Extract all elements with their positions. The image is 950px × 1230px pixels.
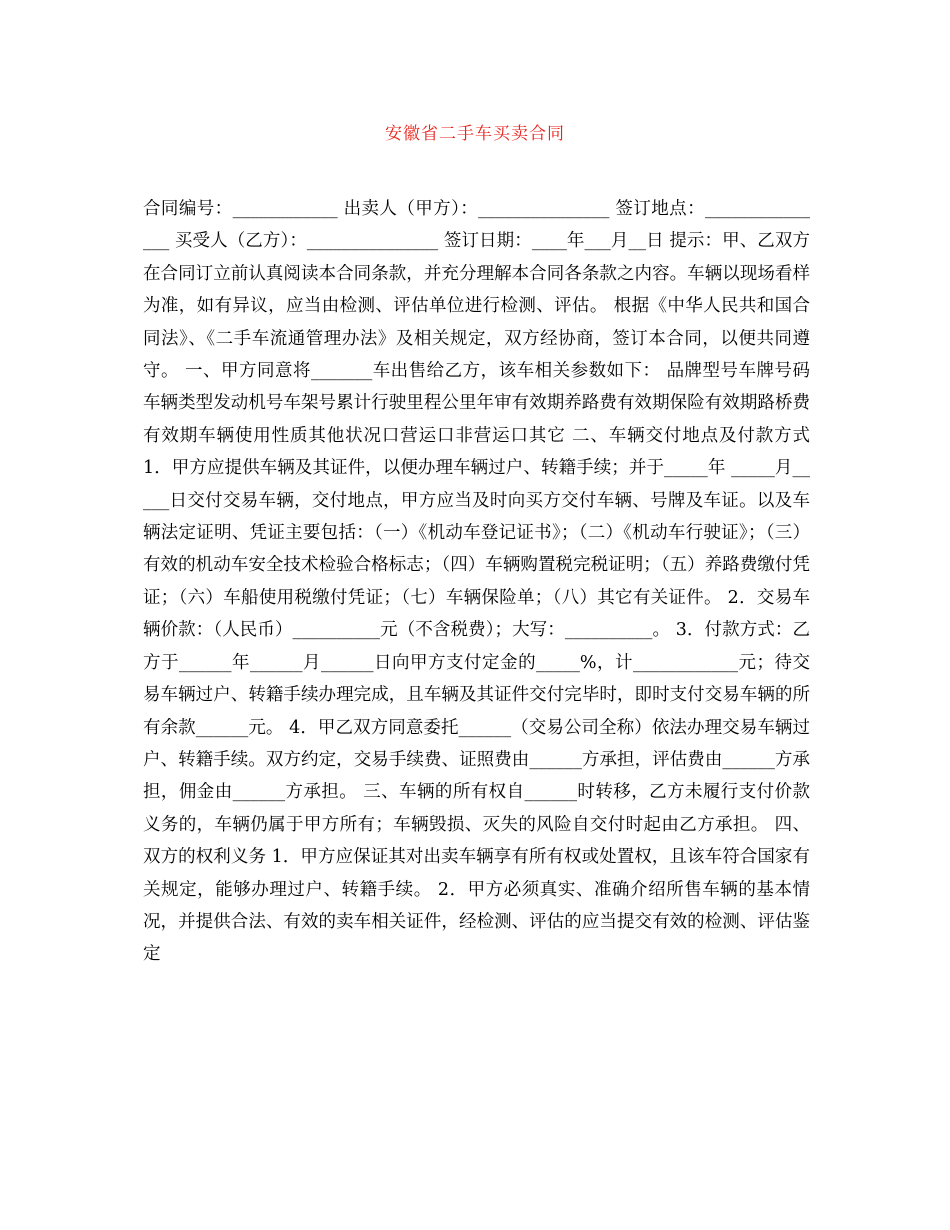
document-body: 合同编号：____________ 出卖人（甲方）：_______________ 签订地点：_______________ 买受人（乙方）：_______________ 签订日期：____年___月__日 提示：甲、乙双方在合同订立前认真阅读本合同条款，并充分理解本合同各条款之内容。车辆以现场看样为准，如有异议，应当由检测、评估单位进行检测、评估。 根据《中华人民共和国合同法》、《二手车流通管理办法》及相关规定，双方经协商，签订本合同，以便共同遵守。 一、甲方同意将_______车出售给乙方，该车相关参数如下： 品牌型号车牌号码车辆类型发动机号车架号累计行驶里程公里年审有效期养路费有效期保险有效期路桥费有效期车辆使用性质其他状况口营运口非营运口其它 二、车辆交付地点及付款方式 1．甲方应提供车辆及其证件，以便办理车辆过户、转籍手续；并于_____年 _____月_____日交付交易车辆，交付地点，甲方应当及时向买方交付车辆、号牌及车证。以及车辆法定证明、凭证主要包括：（一）《机动车登记证书》；（二）《机动车行驶证》；（三）有效的机动车安全技术检验合格标志；（四）车辆购置税完税证明；（五）养路费缴付凭证；（六）车船使用税缴付凭证；（七）车辆保险单；（八）其它有关证件。 2．交易车辆价款：（人民币）__________元（不含税费）；大写：__________。 3．付款方式：乙方于______年______月______日向甲方支付定金的_____%，计____________元；待交易车辆过户、转籍手续办理完成，且车辆及其证件交付完毕时，即时支付交易车辆的所有余款______元。 4．甲乙双方同意委托______（交易公司全称）依法办理交易车辆过户、转籍手续。双方约定，交易手续费、证照费由______方承担，评估费由______方承担，佣金由______方承担。 三、车辆的所有权自______时转移，乙方未履行支付价款义务的，车辆仍属于甲方所有；车辆毁损、灭失的风险自交付时起由乙方承担。 四、双方的权利义务 1．甲方应保证其对出卖车辆享有所有权或处置权，且该车符合国家有关规定，能够办理过户、转籍手续。 2．甲方必须真实、准确介绍所售车辆的基本情况，并提供合法、有效的卖车相关证件，经检测、评估的应当提交有效的检测、评估鉴定 bbox=[143, 199, 810, 965]
document-title: 安徽省二手车买卖合同 bbox=[385, 124, 565, 144]
